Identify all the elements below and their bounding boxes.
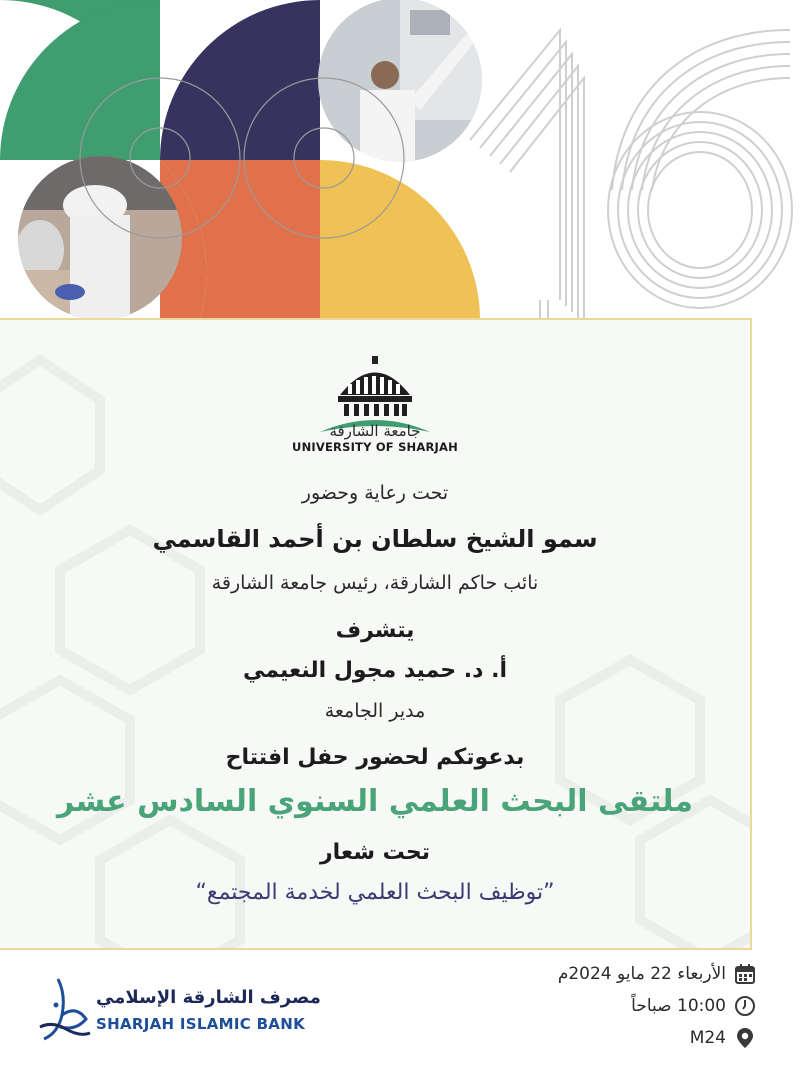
event-time (496, 993, 756, 1019)
host-title: مدير الجامعة (324, 700, 426, 722)
slogan-intro: تحت شعار (319, 840, 431, 865)
event-location-text: M24 (689, 1028, 726, 1048)
slogan: ”توظيف البحث العلمي لخدمة المجتمع“ (195, 880, 555, 905)
header-banner (0, 0, 800, 318)
calendar-icon (734, 963, 756, 985)
event-location (496, 1025, 756, 1051)
university-name-ar: جامعة الشارقة (329, 422, 421, 440)
bank-emblem-icon (36, 975, 94, 1045)
event-date-text: الأربعاء 22 مايو 2024م (557, 964, 726, 984)
patron-title: نائب حاكم الشارقة، رئيس جامعة الشارقة (211, 572, 539, 594)
patronage-line: تحت رعاية وحضور (301, 482, 449, 504)
event-time-text: 10:00 صباحاً (631, 996, 726, 1016)
event-date (496, 961, 756, 987)
green-shape-2 (0, 0, 160, 160)
invitation-card (0, 318, 752, 950)
university-name-en: UNIVERSITY OF SHARJAH (292, 440, 458, 454)
number-16-outline (470, 30, 792, 318)
patron-name: سمو الشيخ سلطان بن أحمد القاسمي (152, 525, 598, 553)
sponsor-logo (36, 975, 321, 1045)
bank-name-ar: مصرف الشارقة الإسلامي (96, 987, 321, 1008)
event-title: ملتقى البحث العلمي السنوي السادس عشر (56, 784, 694, 819)
location-pin-icon (734, 1027, 756, 1049)
clock-icon (734, 995, 756, 1017)
honored-line: يتشرف (335, 618, 415, 643)
host-name: أ. د. حميد مجول النعيمي (242, 658, 508, 683)
banner-graphic (0, 0, 800, 318)
bank-name-en: SHARJAH ISLAMIC BANK (96, 1015, 305, 1033)
lab-photo (310, 0, 490, 170)
invite-line: بدعوتكم لحضور حفل افتتاح (225, 745, 525, 770)
